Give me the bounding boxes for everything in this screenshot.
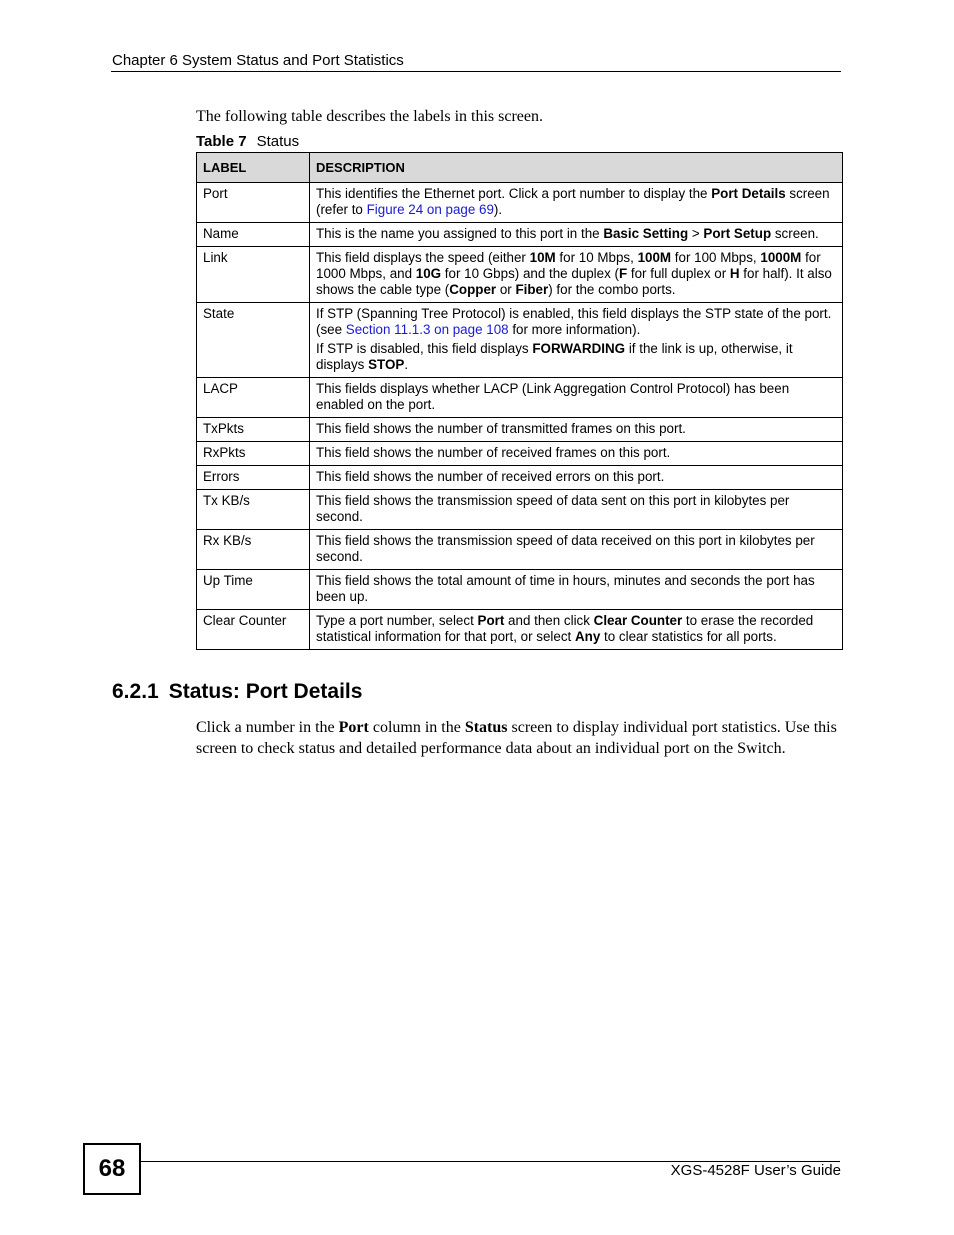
- term: 100M: [637, 250, 672, 265]
- section-paragraph: [196, 718, 846, 759]
- link-section-11-1-3[interactable]: Section 11.1.3 on page 108: [345, 322, 509, 337]
- row-description-state: [310, 303, 843, 378]
- status-labels-table: [196, 152, 843, 650]
- term: F: [618, 266, 628, 281]
- text: Click a number in the: [196, 719, 339, 736]
- term-status: Status: [464, 719, 508, 736]
- row-label-port: Port: [197, 183, 310, 223]
- row-description-lacp: This fields displays whether LACP (Link Aggregation Control Protocol) has been enabled on the port.: [310, 378, 843, 418]
- text: and then click: [504, 613, 594, 628]
- table-row: [197, 442, 843, 466]
- row-description-link: [310, 247, 843, 303]
- table-row: [197, 490, 843, 530]
- section-title: Status: Port Details: [168, 680, 363, 703]
- text: to clear statistics for all ports.: [600, 629, 777, 644]
- row-label-link: Link: [197, 247, 310, 303]
- section-heading: [112, 680, 362, 704]
- text: or: [496, 282, 516, 297]
- term: Copper: [449, 282, 497, 297]
- row-label-name: Name: [197, 223, 310, 247]
- text: >: [688, 226, 704, 241]
- text: for 1000 Mbps, and: [316, 250, 821, 281]
- table-row: [197, 530, 843, 570]
- table-row: [197, 570, 843, 610]
- table-header-row: [197, 153, 843, 183]
- term-port-setup: Port Setup: [703, 226, 772, 241]
- row-description-uptime: This field shows the total amount of time in hours, minutes and seconds the port has been up.: [310, 570, 843, 610]
- row-label-txpkts: TxPkts: [197, 418, 310, 442]
- text: for 10 Mbps,: [555, 250, 638, 265]
- header-divider: [111, 71, 841, 72]
- column-header-label: LABEL: [197, 153, 310, 183]
- term-basic-setting: Basic Setting: [603, 226, 689, 241]
- link-figure-24[interactable]: Figure 24 on page 69: [366, 202, 494, 217]
- term-any: Any: [575, 629, 601, 644]
- text: screen.: [771, 226, 819, 241]
- term-port: Port: [338, 719, 369, 736]
- row-label-txkbs: Tx KB/s: [197, 490, 310, 530]
- text: for half). It also shows the cable type (: [316, 266, 832, 297]
- row-description-clear-counter: [310, 610, 843, 650]
- table-row: [197, 610, 843, 650]
- table-caption-title: Status: [256, 133, 300, 150]
- table-caption-number: Table 7: [196, 133, 247, 150]
- table-row: [197, 223, 843, 247]
- row-label-errors: Errors: [197, 466, 310, 490]
- text: for 10 Gbps) and the duplex (: [441, 266, 619, 281]
- term-forwarding: FORWARDING: [532, 341, 626, 356]
- text: column in the: [368, 719, 465, 736]
- text: This is the name you assigned to this port in the: [316, 226, 604, 241]
- text: .: [404, 357, 409, 372]
- row-label-state: State: [197, 303, 310, 378]
- text: If STP (Spanning Tree Protocol) is enabled, this field displays the STP state of the port. (see: [316, 306, 832, 337]
- guide-title: XGS-4528F User’s Guide: [670, 1162, 841, 1179]
- table-caption: [196, 133, 299, 150]
- text: If STP is disabled, this field displays: [316, 341, 533, 356]
- term-port-details: Port Details: [711, 186, 786, 201]
- section-number: 6.2.1: [112, 680, 159, 703]
- column-header-description: DESCRIPTION: [310, 153, 843, 183]
- term: Fiber: [515, 282, 549, 297]
- term-port: Port: [477, 613, 505, 628]
- row-description-rxpkts: This field shows the number of received frames on this port.: [310, 442, 843, 466]
- running-header: Chapter 6 System Status and Port Statistics: [112, 52, 404, 69]
- row-label-rxkbs: Rx KB/s: [197, 530, 310, 570]
- table-row: [197, 418, 843, 442]
- row-description-errors: This field shows the number of received errors on this port.: [310, 466, 843, 490]
- term: H: [729, 266, 740, 281]
- text: Type a port number, select: [316, 613, 478, 628]
- row-description-port: [310, 183, 843, 223]
- table-row: [197, 378, 843, 418]
- term-clear-counter: Clear Counter: [593, 613, 683, 628]
- row-description-rxkbs: This field shows the transmission speed of data received on this port in kilobytes per second.: [310, 530, 843, 570]
- text: ) for the combo ports.: [548, 282, 676, 297]
- text: This field displays the speed (either: [316, 250, 530, 265]
- row-label-lacp: LACP: [197, 378, 310, 418]
- row-description-txkbs: This field shows the transmission speed of data sent on this port in kilobytes per second.: [310, 490, 843, 530]
- text: if the link is up, otherwise, it displays: [316, 341, 793, 372]
- text: for more information).: [508, 322, 641, 337]
- intro-paragraph: The following table describes the labels in this screen.: [196, 108, 544, 125]
- paragraph: [316, 341, 836, 373]
- term: 1000M: [760, 250, 802, 265]
- row-label-rxpkts: RxPkts: [197, 442, 310, 466]
- row-label-uptime: Up Time: [197, 570, 310, 610]
- term: 10G: [415, 266, 442, 281]
- row-description-name: [310, 223, 843, 247]
- text: for 100 Mbps,: [671, 250, 761, 265]
- term-stop: STOP: [368, 357, 405, 372]
- table-row: [197, 247, 843, 303]
- text: screen to display individual port statistics. Use this screen to check status and detailed performance data about an individual port on the Switch.: [196, 719, 837, 757]
- text: ).: [493, 202, 503, 217]
- text: for full duplex or: [627, 266, 730, 281]
- text: to erase the recorded statistical information for that port, or select: [316, 613, 814, 644]
- table-row: [197, 303, 843, 378]
- page-number: 68: [83, 1143, 141, 1195]
- row-label-clear-counter: Clear Counter: [197, 610, 310, 650]
- text: screen (refer to: [316, 186, 830, 217]
- text: This identifies the Ethernet port. Click a port number to display the: [316, 186, 712, 201]
- row-description-txpkts: This field shows the number of transmitted frames on this port.: [310, 418, 843, 442]
- table-row: [197, 183, 843, 223]
- paragraph: [316, 306, 836, 338]
- table-row: [197, 466, 843, 490]
- term: 10M: [529, 250, 556, 265]
